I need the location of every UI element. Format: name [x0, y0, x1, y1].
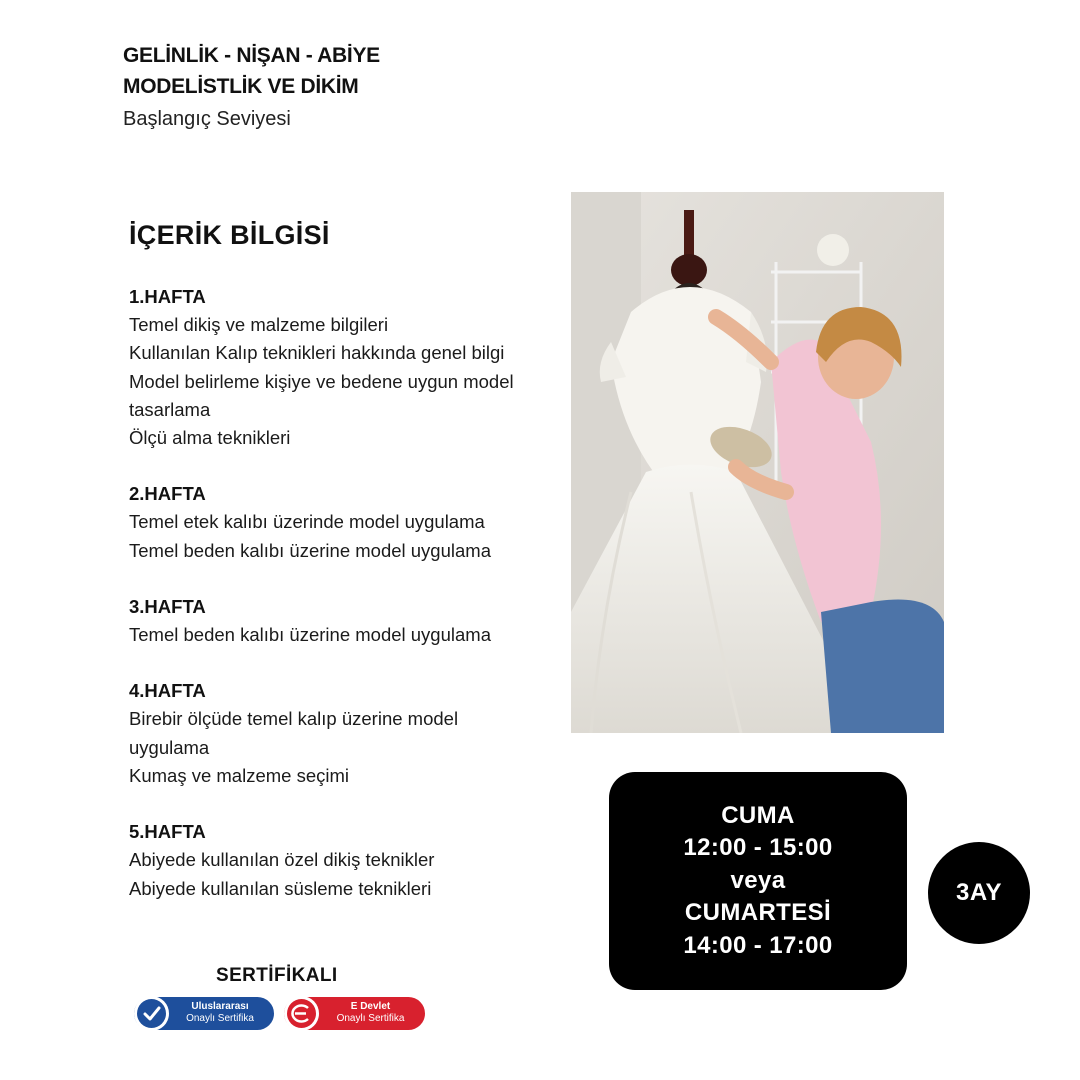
week-item: Temel etek kalıbı üzerinde model uygulama [129, 511, 485, 533]
badge-line1: Uluslararası [191, 1001, 249, 1012]
e-devlet-certificate-badge [284, 997, 425, 1030]
week-item: Kullanılan Kalıp teknikleri hakkında genel bilgi [129, 342, 505, 364]
certificate-title: SERTİFİKALI [216, 965, 338, 986]
week-item: Abiyede kullanılan süsleme teknikleri [129, 877, 432, 899]
week-item: Birebir ölçüde temel kalıp üzerine model [129, 708, 459, 730]
week-heading: 1.HAFTA [129, 286, 206, 307]
week-heading: 4.HAFTA [129, 680, 206, 702]
week-item: uygulama [129, 736, 210, 758]
schedule-day1: CUMA [721, 801, 795, 829]
checkmark-icon [137, 999, 166, 1028]
week-heading: 2.HAFTA [129, 483, 206, 505]
e-devlet-logo-icon [287, 999, 316, 1028]
course-title-line1: GELİNLİK - NİŞAN - ABİYE [123, 44, 380, 67]
week-item: Ölçü alma teknikleri [129, 427, 291, 449]
week-1 [129, 283, 569, 452]
schedule-time1: 12:00 - 15:00 [683, 834, 833, 862]
course-title-line2: MODELİSTLİK VE DİKİM [123, 75, 359, 98]
week-item: Model belirleme kişiye ve bedene uygun model [129, 370, 514, 392]
week-heading: 3.HAFTA [129, 596, 206, 618]
week-item: tasarlama [129, 398, 211, 420]
international-certificate-badge [134, 997, 274, 1030]
schedule-day2: CUMARTESİ [684, 899, 832, 927]
bridal-seamstress-photo [571, 192, 944, 733]
content-title: İÇERİK BİLGİSİ [129, 220, 330, 250]
week-item: Temel beden kalıbı üzerine model uygulama [129, 539, 491, 561]
header [123, 40, 380, 134]
badge-line2: Onaylı Sertifika [336, 1013, 405, 1024]
badge-line1: E Devlet [350, 1001, 391, 1012]
duration-badge: 3AY [928, 842, 1030, 944]
week-2 [129, 480, 569, 565]
week-3 [129, 593, 569, 649]
schedule-time2: 14:00 - 17:00 [683, 931, 833, 959]
weeks-list [129, 283, 569, 931]
week-4 [129, 677, 569, 790]
week-5 [129, 818, 569, 903]
schedule-box [609, 772, 907, 990]
badge-line2: Onaylı Sertifika [186, 1013, 254, 1024]
week-item: Abiyede kullanılan özel dikiş teknikler [129, 849, 435, 871]
course-level: Başlangıç Seviyesi [123, 108, 291, 130]
week-heading: 5.HAFTA [129, 821, 206, 843]
schedule-or: veya [730, 866, 786, 894]
week-item: Temel beden kalıbı üzerine model uygulama [129, 624, 491, 646]
week-item: Temel dikiş ve malzeme bilgileri [129, 314, 389, 335]
week-item: Kumaş ve malzeme seçimi [129, 764, 350, 786]
